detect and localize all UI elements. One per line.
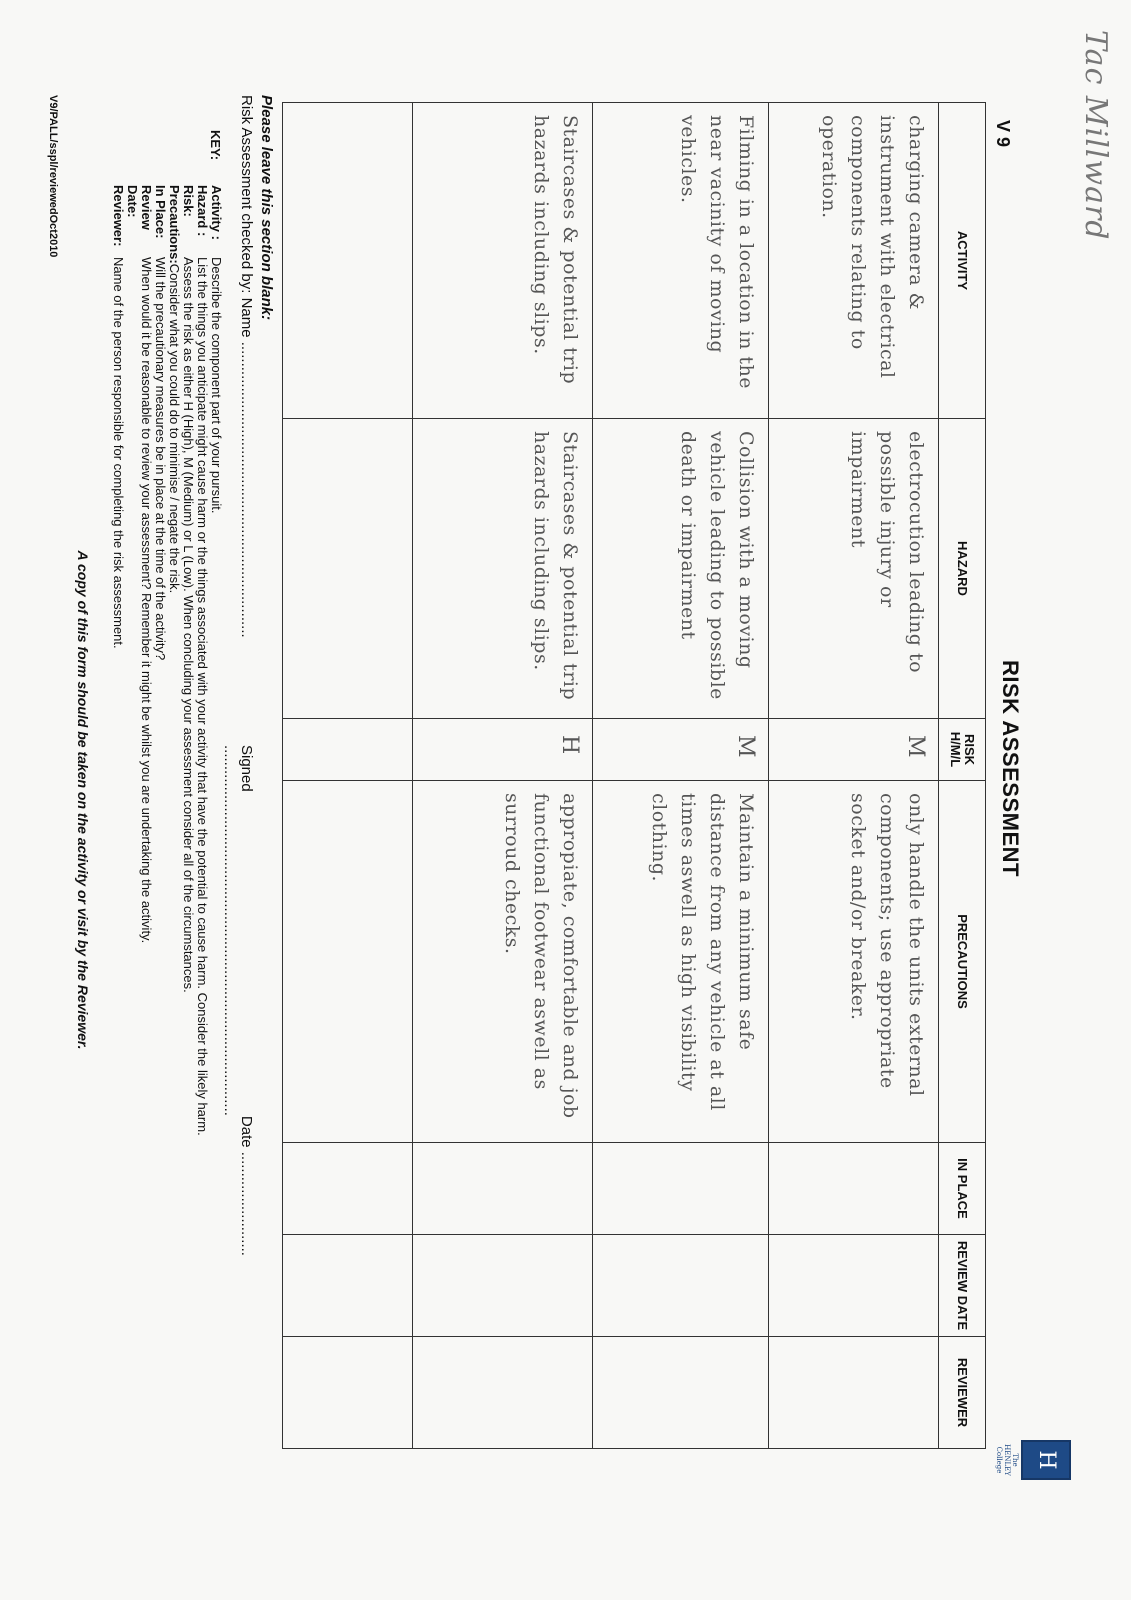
key-definition: Will the precautionary measures be in place at the time of the activity?: [153, 257, 168, 661]
logo-mark: H: [1034, 1450, 1059, 1470]
cell-risk: M: [593, 719, 769, 781]
cell-in-place: [413, 1143, 593, 1235]
key-term: Precautions:: [167, 185, 182, 264]
cell-risk: [283, 719, 413, 781]
key-term: Reviewer:: [111, 185, 126, 247]
key-term: Hazard :: [195, 185, 210, 237]
header-activity: ACTIVITY: [939, 103, 986, 419]
header-in-place: IN PLACE: [939, 1143, 986, 1235]
cell-reviewer: [769, 1337, 939, 1449]
cell-review-date: [593, 1235, 769, 1337]
college-logo: [1021, 1440, 1071, 1480]
logo-text: The HENLEY College: [995, 1444, 1019, 1476]
key-term: In Place:: [153, 185, 168, 239]
checked-by-signed: Signed .........................................................................................: [221, 745, 255, 1116]
reference-code: V9/PALL/sspl/reviewedOct2010: [47, 95, 59, 258]
cell-activity: Staircases & potential trip hazards including slips.: [413, 103, 593, 419]
table-row: [283, 103, 413, 1449]
key-definition: Name of the person responsible for completing the risk assessment.: [111, 257, 126, 649]
key-item: [195, 185, 209, 1284]
key-term: Review Date:: [125, 185, 154, 230]
cell-in-place: [593, 1143, 769, 1235]
key-list: [111, 185, 223, 1284]
key-label: KEY:: [208, 130, 223, 161]
cell-precautions: appropiate, comfortable and job functional footwear aswell as surroud checks.: [413, 781, 593, 1143]
key-item: [209, 185, 223, 1284]
header-risk: RISK H/M/L: [939, 719, 986, 781]
cell-reviewer: [283, 1337, 413, 1449]
cell-risk: H: [413, 719, 593, 781]
key-definition: When would it be reasonable to review your assessment? Remember it might be whilst you are undertaking the activity.: [139, 257, 154, 944]
key-term: Activity :: [209, 185, 224, 240]
cell-hazard: Collision with a moving vehicle leading to possible death or impairment: [593, 419, 769, 719]
cell-hazard: Staircases & potential trip hazards including slips.: [413, 419, 593, 719]
table-row: [413, 103, 593, 1449]
cell-hazard: electrocution leading to possible injury or impairment: [769, 419, 939, 719]
cell-activity: [283, 103, 413, 419]
cell-hazard: [283, 419, 413, 719]
cell-review-date: [413, 1235, 593, 1337]
key-item: [111, 185, 125, 1284]
key-definition: Consider what you could do to minimise / negate the risk.: [167, 263, 182, 594]
header-hazard: HAZARD: [939, 419, 986, 719]
cell-in-place: [769, 1143, 939, 1235]
cell-activity: Filming in a location in the near vacinity of moving vehicles.: [593, 103, 769, 419]
checked-by-date: Date .........................: [238, 1115, 255, 1256]
cell-precautions: only handle the units external components; use appropriate socket and/or breaker.: [769, 781, 939, 1143]
cell-precautions: Maintain a minimum safe distance from any vehicle at all times aswell as high visibility clothing.: [593, 781, 769, 1143]
checked-by-name: Risk Assessment checked by: Name .......................................................................: [238, 95, 255, 638]
key-item: [125, 185, 153, 1284]
cell-precautions: [283, 781, 413, 1143]
key-definition: Describe the component part of your pursuit.: [209, 257, 224, 514]
table-header-row: [939, 103, 986, 1449]
key-item: [181, 185, 195, 1284]
risk-table: [282, 102, 986, 1449]
cell-in-place: [283, 1143, 413, 1235]
cell-review-date: [769, 1235, 939, 1337]
checked-by-row: [221, 95, 255, 1455]
page-title: RISK ASSESSMENT: [998, 660, 1023, 877]
key-definition: Assess the risk as either H (High), M (Medium) or L (Low). When concluding your assessment consider all of the circumstances.: [181, 257, 196, 993]
cell-review-date: [283, 1235, 413, 1337]
copy-note: A copy of this form should be taken on the activity or visit by the Reviewer.: [75, 550, 91, 1050]
key-item: [167, 185, 181, 1284]
key-item: [153, 185, 167, 1284]
key-definition: List the things you anticipate might cause harm or the things associated with your activity that have the potential to cause harm. Consider the likely harm.: [195, 257, 210, 1136]
handwritten-name: Tac Millward: [1078, 30, 1113, 241]
cell-risk: M: [769, 719, 939, 781]
form-version: V 9: [993, 120, 1013, 148]
cell-reviewer: [413, 1337, 593, 1449]
header-review-date: REVIEW DATE: [939, 1235, 986, 1337]
header-reviewer: REVIEWER: [939, 1337, 986, 1449]
key-term: Risk:: [181, 185, 196, 217]
table-row: [769, 103, 939, 1449]
header-precautions: PRECAUTIONS: [939, 781, 986, 1143]
cell-reviewer: [593, 1337, 769, 1449]
table-row: [593, 103, 769, 1449]
cell-activity: charging camera & instrument with electrical components relating to operation.: [769, 103, 939, 419]
blank-section-heading: Please leave this section blank:: [258, 95, 275, 321]
